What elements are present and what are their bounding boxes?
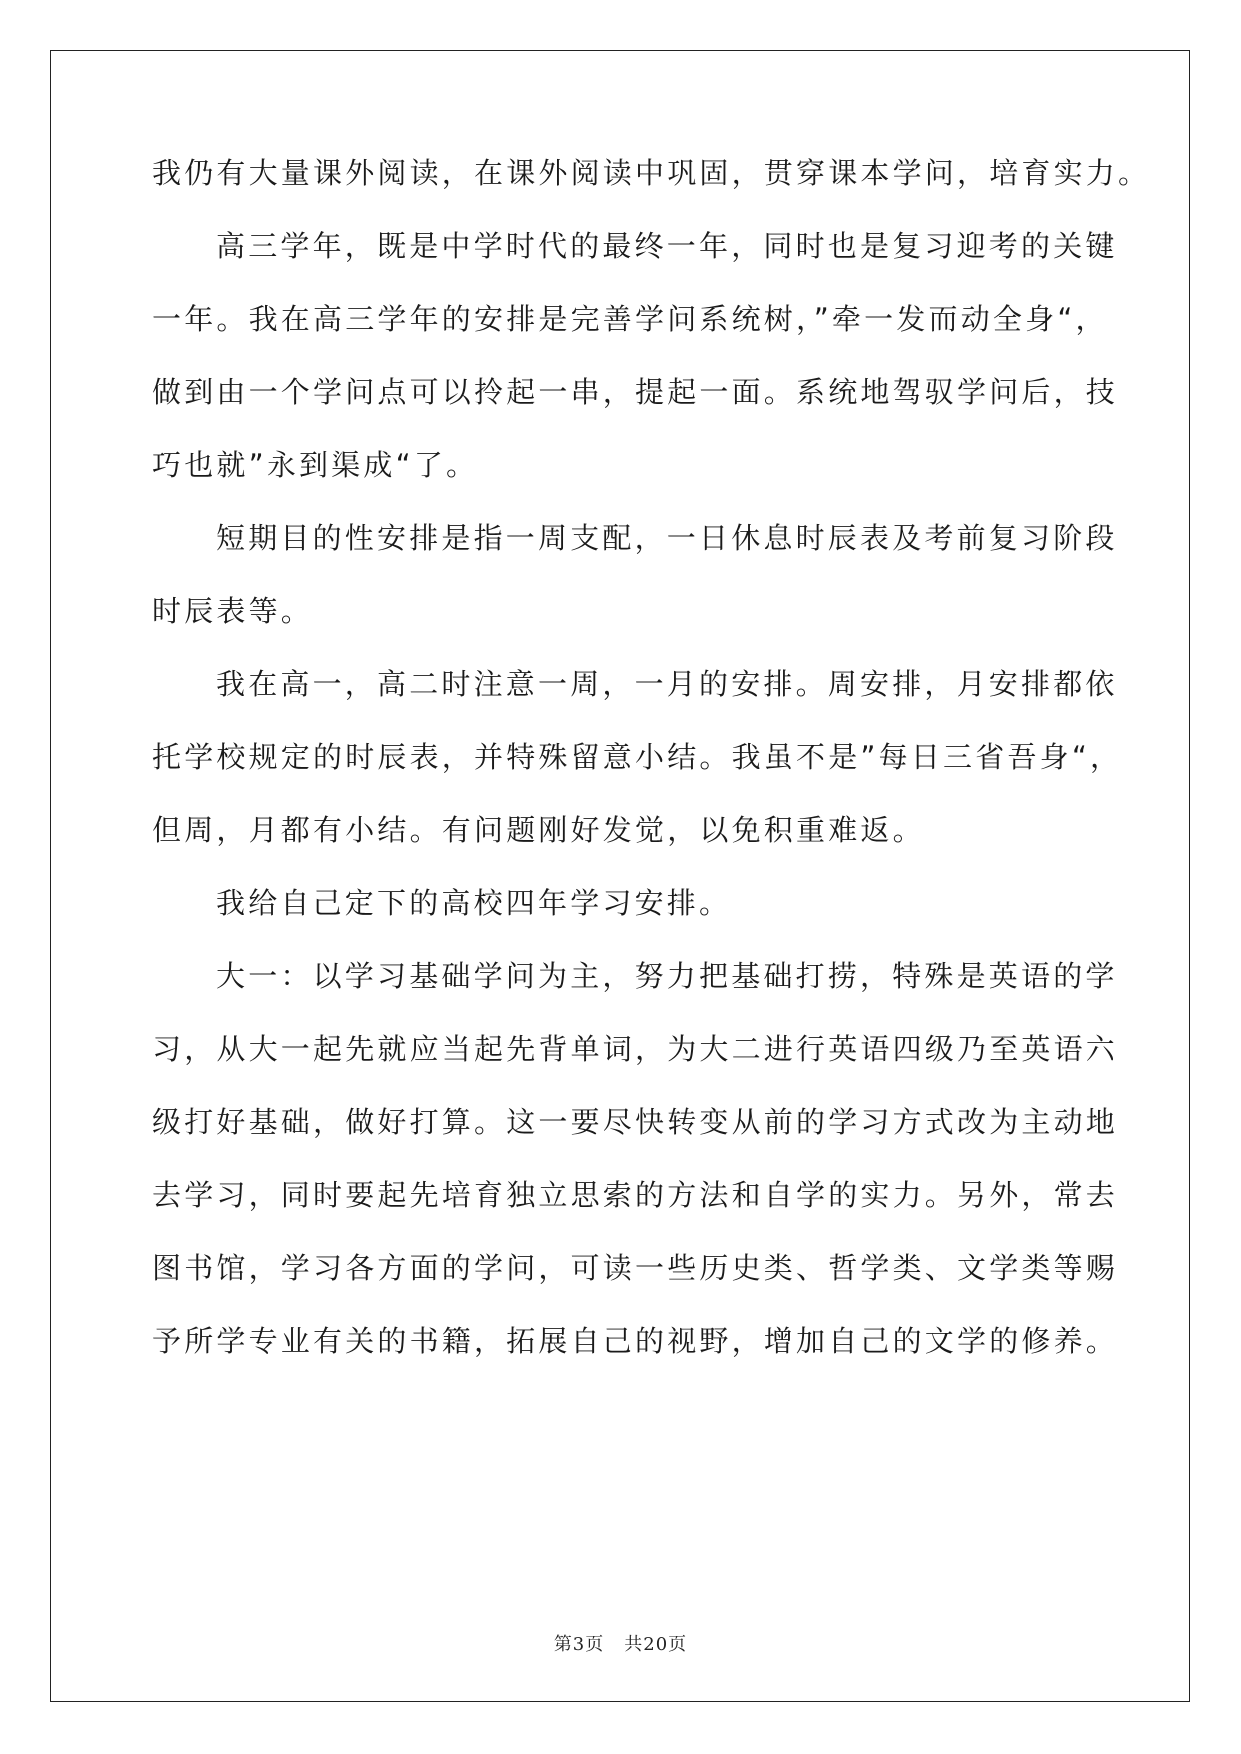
paragraph-start: 我在高一，高二时注意一周，一月的安排。周安排，月安排都依 [216,667,1118,701]
page-footer [0,1630,1241,1656]
text-line: 我仍有大量课外阅读，在课外阅读中巩固，贯穿课本学问，培育实力。 [152,156,1151,190]
paragraph-start: 我给自己定下的高校四年学习安排。 [216,886,732,920]
text-line: 托学校规定的时辰表，并特殊留意小结。我虽不是”每日三省吾身“， [152,740,1123,774]
page-total: 共20页 [624,1634,688,1655]
text-line: 一年。我在高三学年的安排是完善学问系统树，”牵一发而动全身“， [152,302,1108,336]
text-line: 图书馆，学习各方面的学问，可读一些历史类、哲学类、文学类等赐 [152,1251,1119,1285]
text-line: 时辰表等。 [152,594,314,628]
text-line: 习，从大一起先就应当起先背单词，为大二进行英语四级乃至英语六 [152,1032,1119,1066]
paragraph-start: 高三学年，既是中学时代的最终一年，同时也是复习迎考的关键 [216,229,1118,263]
text-line: 巧也就”永到渠成“了。 [152,448,479,482]
text-line: 做到由一个学问点可以拎起一串，提起一面。系统地驾驭学问后，技 [152,375,1119,409]
text-line: 级打好基础，做好打算。这一要尽快转变从前的学习方式改为主动地 [152,1105,1119,1139]
text-line: 予所学专业有关的书籍，拓展自己的视野，增加自己的文学的修养。 [152,1324,1119,1358]
paragraph-start: 大一：以学习基础学问为主，努力把基础打捞，特殊是英语的学 [216,959,1118,993]
paragraph-start: 短期目的性安排是指一周支配，一日休息时辰表及考前复习阶段 [216,521,1118,555]
page-border [50,50,1190,1702]
text-line: 去学习，同时要起先培育独立思索的方法和自学的实力。另外，常去 [152,1178,1119,1212]
text-line: 但周，月都有小结。有问题刚好发觉，以免积重难返。 [152,813,925,847]
page-number: 第3页 [553,1634,605,1655]
